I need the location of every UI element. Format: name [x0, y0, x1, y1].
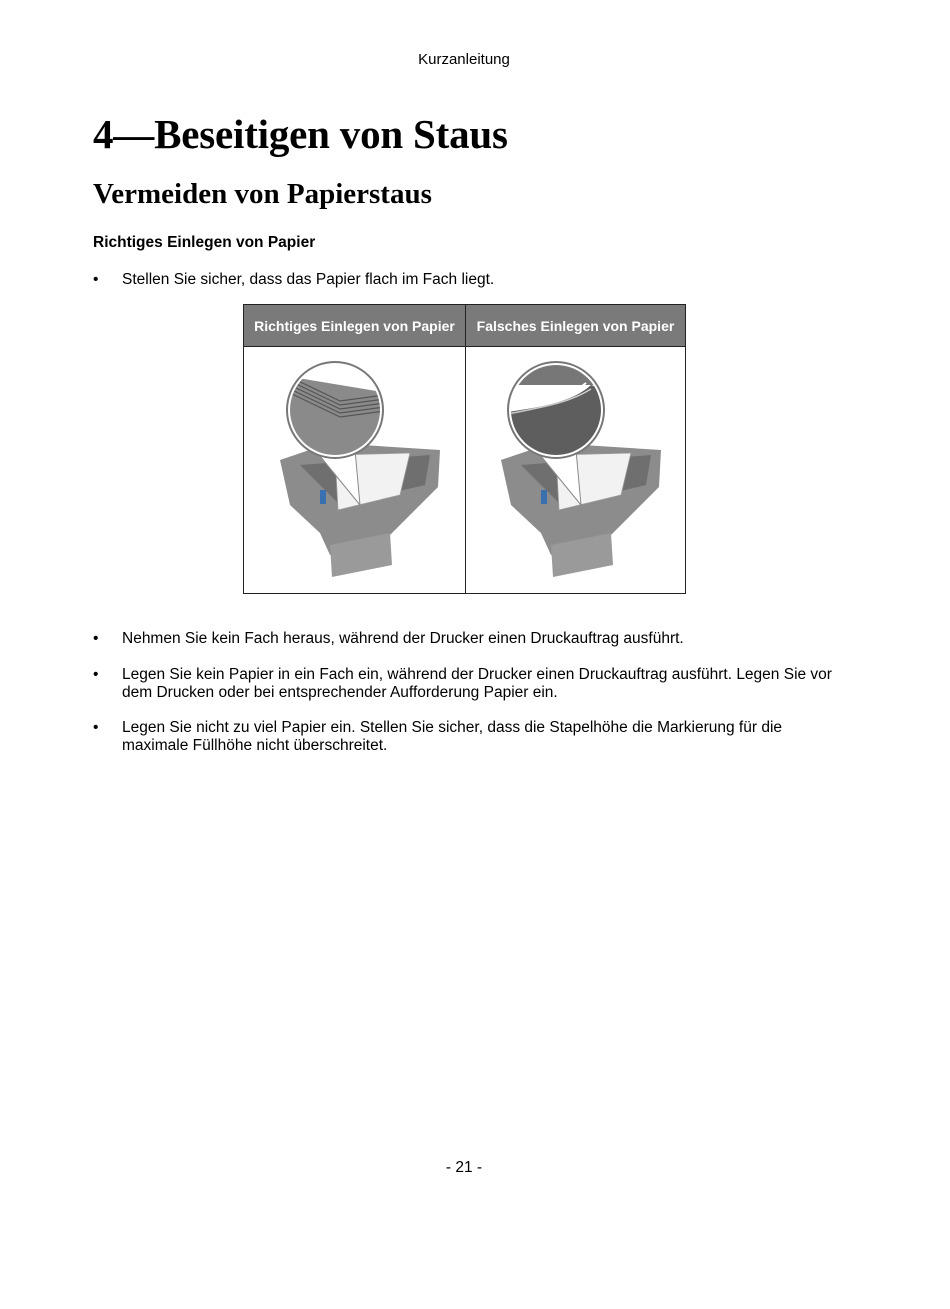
table-header-incorrect: Falsches Einlegen von Papier: [466, 305, 685, 347]
chapter-title: 4—Beseitigen von Staus: [93, 111, 508, 157]
bullet-item: [93, 666, 833, 702]
bullet-text: Nehmen Sie kein Fach heraus, während der Drucker einen Druckauftrag ausführt.: [122, 630, 684, 647]
bullet-text: Stellen Sie sicher, dass das Papier flach im Fach liegt.: [122, 271, 495, 288]
bullet-item: [93, 271, 833, 289]
running-header: Kurzanleitung: [418, 51, 510, 68]
bullet-dot: •: [93, 666, 99, 683]
bullet-text: Legen Sie kein Papier in ein Fach ein, während der Drucker einen Druckauftrag ausführt. Legen Sie vor dem Drucken oder bei entsprechender Aufforderung Papier ein.: [122, 666, 832, 701]
bullet-dot: •: [93, 271, 99, 288]
bullet-item: [93, 630, 833, 648]
bullet-text: Legen Sie nicht zu viel Papier ein. Stellen Sie sicher, dass die Stapelhöhe die Markierung für die maximale Füllhöhe nicht überschreitet.: [122, 719, 783, 754]
table-header-correct: Richtiges Einlegen von Papier: [244, 305, 466, 347]
section-title: Vermeiden von Papierstaus: [93, 178, 432, 210]
bullet-dot: •: [93, 630, 99, 647]
paper-tray-incorrect-illustration: [481, 355, 671, 585]
correct-loading-cell: [244, 347, 466, 593]
incorrect-loading-cell: [466, 347, 685, 593]
page-number: - 21 -: [445, 1159, 483, 1176]
paper-loading-comparison-table: [243, 304, 686, 594]
bullet-dot: •: [93, 719, 99, 736]
subsection-title: Richtiges Einlegen von Papier: [93, 234, 316, 251]
paper-tray-correct-illustration: [260, 355, 450, 585]
bullet-item: [93, 719, 833, 755]
